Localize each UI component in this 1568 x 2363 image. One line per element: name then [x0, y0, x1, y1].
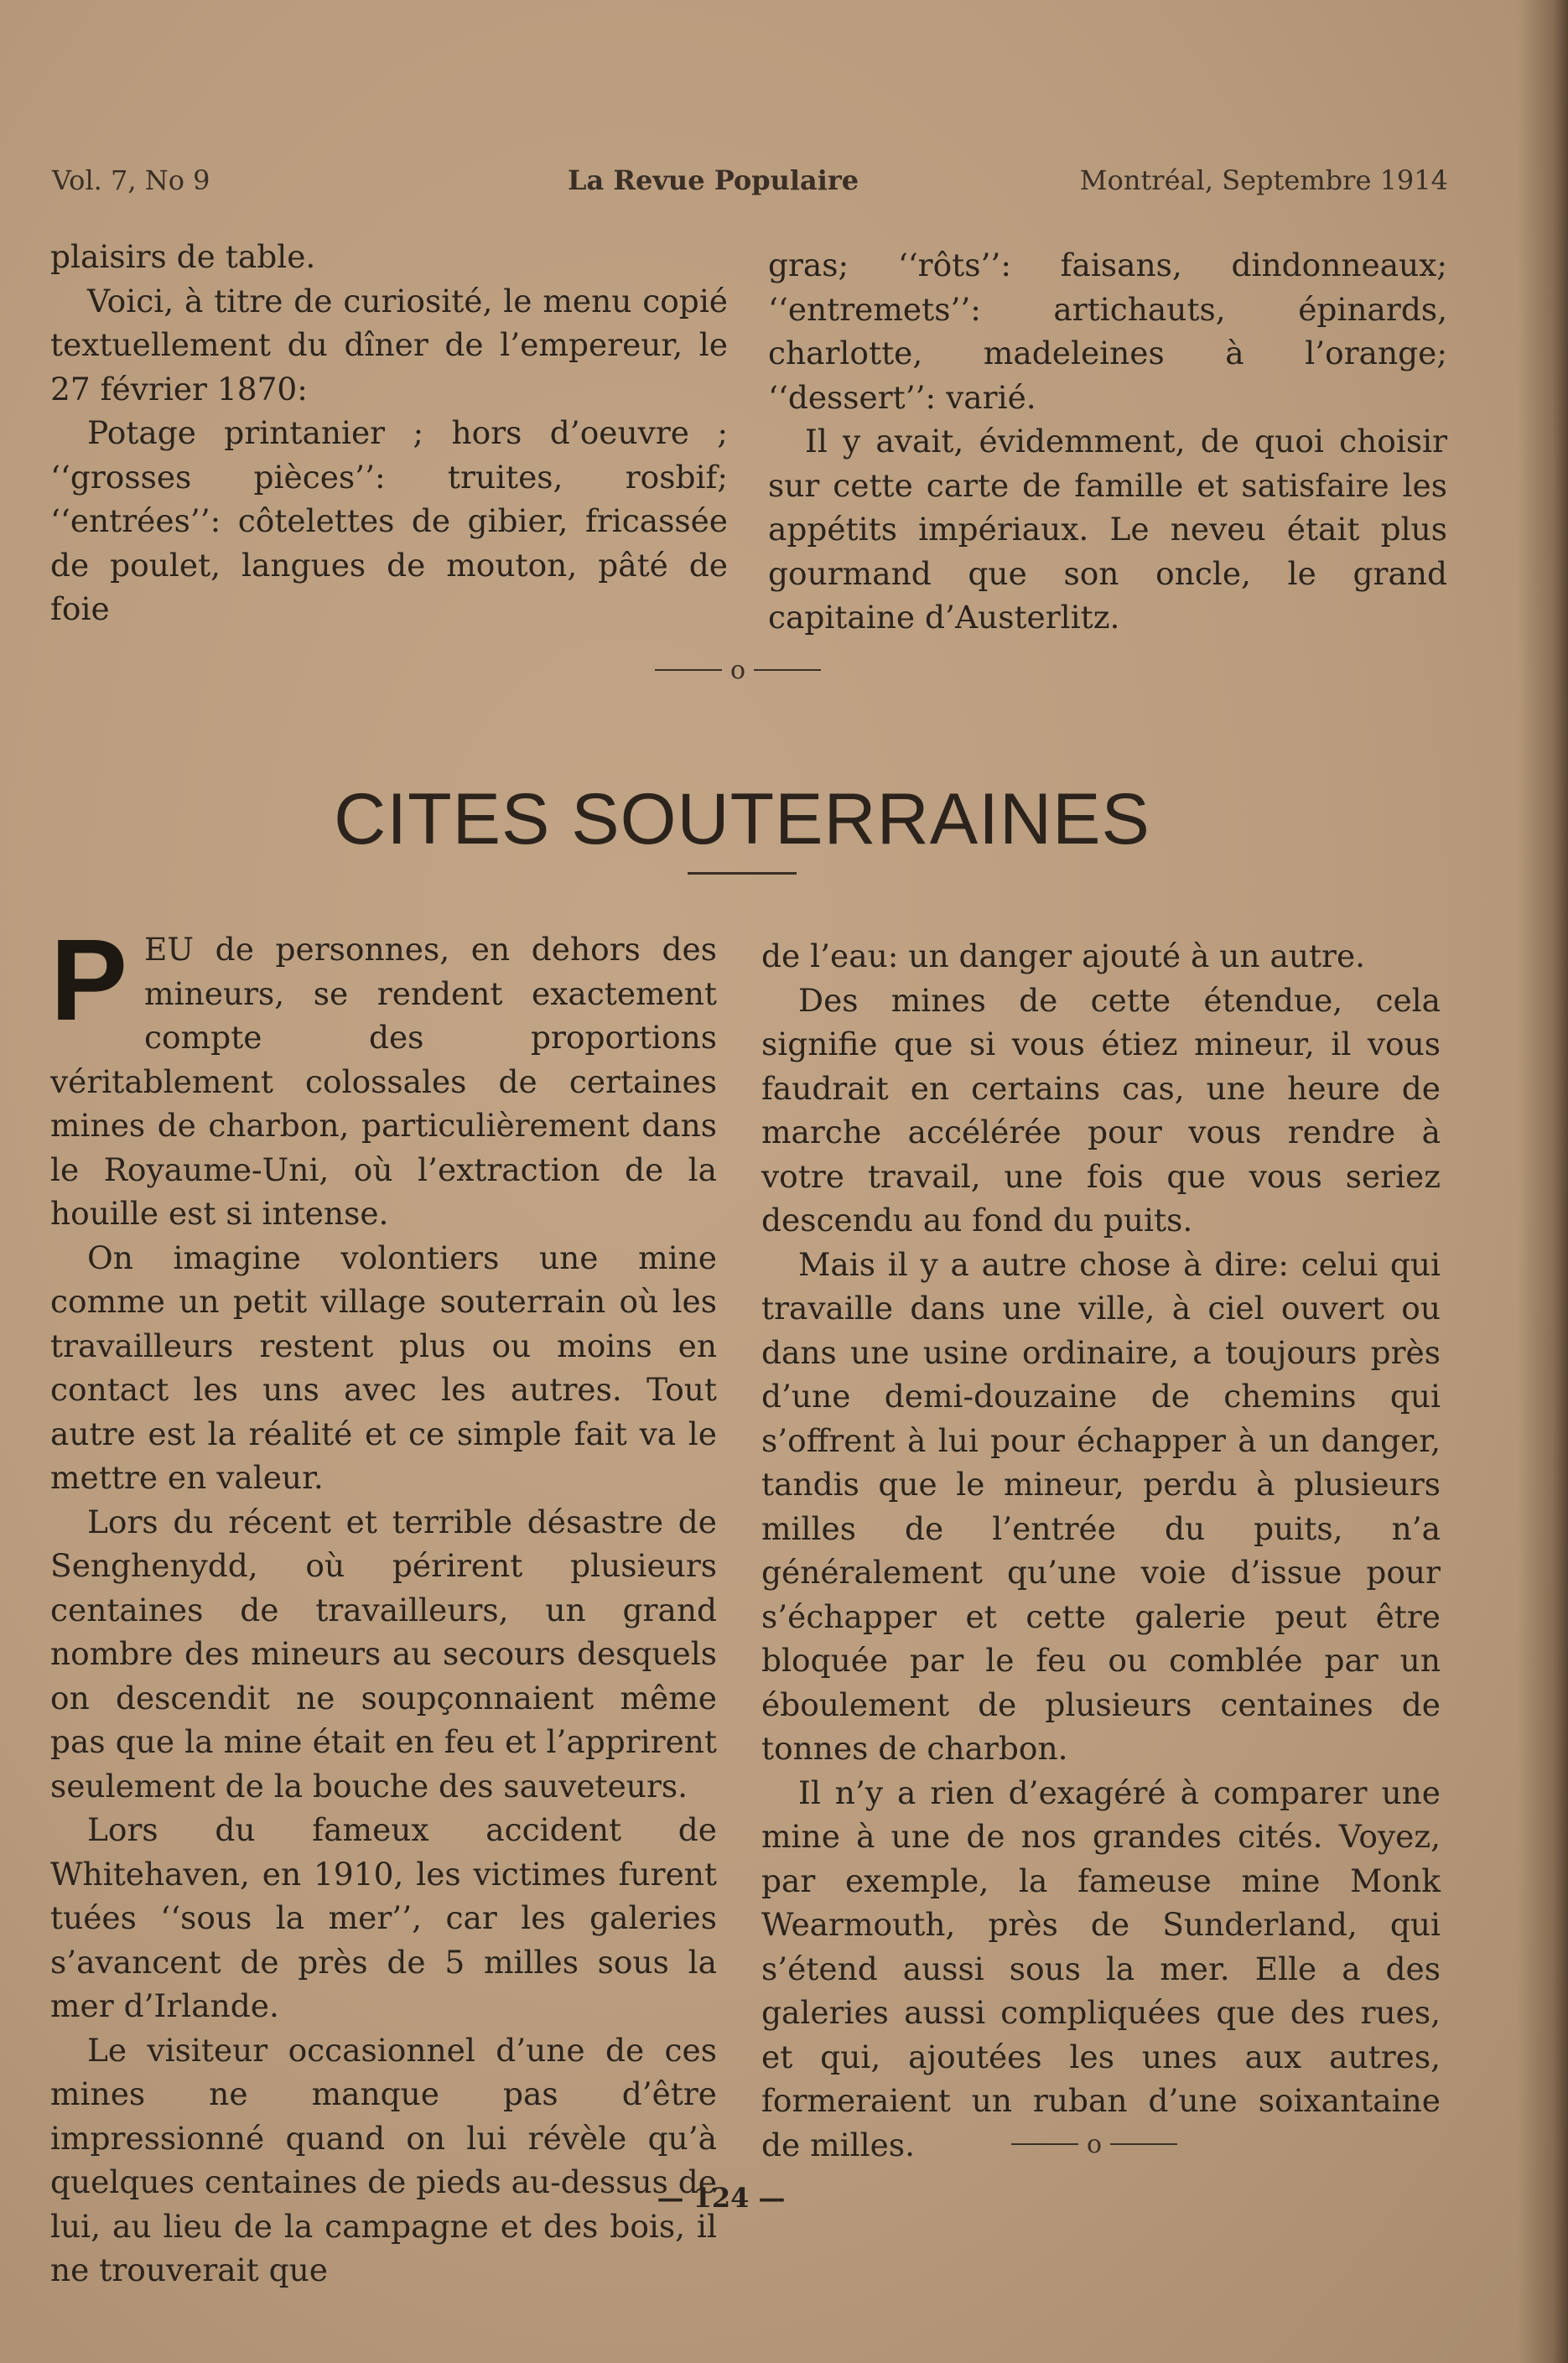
paragraph: Potage printanier ; hors d’oeuvre ; ‘‘grosses pièces’’: truites, rosbif; ‘‘entrées’’: côtelettes de gibier, fricassée de poulet, langues de mouton, pâté de foie — [50, 414, 728, 627]
paragraph: Il y avait, évidemment, de quoi choisir sur cette carte de famille et satisfaire les appétits impériaux. Le neveu était plus gourmand que son oncle, le grand capitaine d’Austerlitz. — [768, 423, 1447, 636]
paragraph: Mais il y a autre chose à dire: celui qui travaille dans une ville, à ciel ouvert ou dans une usine ordinaire, a toujours près d’une demi-douzaine de chemins qui s’offrent à lui pour échapper à un danger, tandis que le mineur, perdu à plusieurs milles de l’entrée du puits, n’a généralement qu’une voie d’issue pour s’échapper et cette galerie peut être bloquée par le feu ou comblée par un éboulement de plusieurs centaines de tonnes de charbon. — [761, 1245, 1441, 1767]
running-header — [52, 164, 1448, 198]
paragraph: Lors du récent et terrible désastre de Senghenydd, où périrent plusieurs centaines de travailleurs, un grand nombre des mineurs au secours desquels on descendit ne soupçonnaient même pas que la mine était en feu et l’apprirent seulement de la bouche des sauveteurs. — [50, 1503, 717, 1805]
paragraph: de l’eau: un danger ajouté à un autre. — [761, 937, 1366, 974]
paragraph: Il n’y a rien d’exagéré à comparer une mine à une de nos grandes cités. Voyez, par exemple, la fameuse mine Monk Wearmouth, près de Sunderland, qui s’étend aussi sous la mer. Elle a des galeries aussi compliquées que des rues, et qui, ajoutées les unes aux autres, formeraient un ruban d’une soixantaine de milles. — [761, 1774, 1441, 2163]
place-date: Montréal, Septembre 1914 — [1079, 164, 1448, 196]
paragraph: Des mines de cette étendue, cela signifie que si vous étiez mineur, il vous faudrait en certains cas, une heure de marche accélérée pour vous rendre à votre travail, une fois que vous seriez descendu au fond du puits. — [761, 981, 1441, 1239]
separator-rule — [1110, 2143, 1177, 2145]
paragraph: Lors du fameux accident de Whitehaven, en 1910, les victimes furent tuées ‘‘sous la mer’’, car les galeries s’avancent de près de 5 milles sous la mer d’Irlande. — [50, 1811, 717, 2024]
article-right-column — [761, 934, 1441, 2167]
end-separator — [998, 2128, 1191, 2159]
paragraph: Voici, à titre de curiosité, le menu copié textuellement du dîner de l’empereur, le 27 février 1870: — [50, 282, 728, 408]
paragraph — [50, 916, 717, 1236]
paragraph: gras; ‘‘rôts’’: faisans, dindonneaux; ‘‘entremets’’: artichauts, épinards, charlotte, madeleines à l’orange; ‘‘dessert’’: varié. — [768, 247, 1447, 416]
page-edge-shadow — [1518, 0, 1568, 2363]
title-underline — [688, 872, 797, 875]
separator-rule — [655, 669, 722, 671]
drop-cap: P — [50, 916, 128, 1045]
paragraph-text: EU de personnes, en dehors des mineurs, se rendent exactement compte des proportions véritablement colossales de certaines mines de charbon, particulièrement dans le Royaume-Uni, où l’extraction de la houille est si intense. — [50, 931, 717, 1232]
separator-mark: o — [729, 655, 746, 685]
top-right-column — [768, 243, 1447, 640]
volume-number: Vol. 7, No 9 — [52, 164, 210, 196]
article-title: CITES SOUTERRAINES — [334, 778, 1150, 860]
separator-mark: o — [1086, 2129, 1103, 2159]
top-left-column — [50, 235, 728, 631]
article-left-column — [50, 916, 717, 2293]
separator-rule — [1011, 2143, 1078, 2145]
paragraph: Le visiteur occasionnel d’une de ces mines ne manque pas d’être impressionné quand on lui révèle qu’à quelques centaines de pieds au-dessus de lui, au lieu de la campagne et des bois, il ne trouverait que — [50, 2031, 717, 2288]
publication-title: La Revue Populaire — [568, 164, 859, 196]
section-separator — [646, 654, 830, 685]
separator-rule — [754, 669, 821, 671]
paragraph: plaisirs de table. — [50, 238, 316, 275]
paragraph: On imagine volontiers une mine comme un petit village souterrain où les travailleurs restent plus ou moins en contact les uns avec les autres. Tout autre est la réalité et ce simple fait va le mettre en valeur. — [50, 1239, 717, 1496]
page-number: — 124 — — [657, 2182, 786, 2214]
